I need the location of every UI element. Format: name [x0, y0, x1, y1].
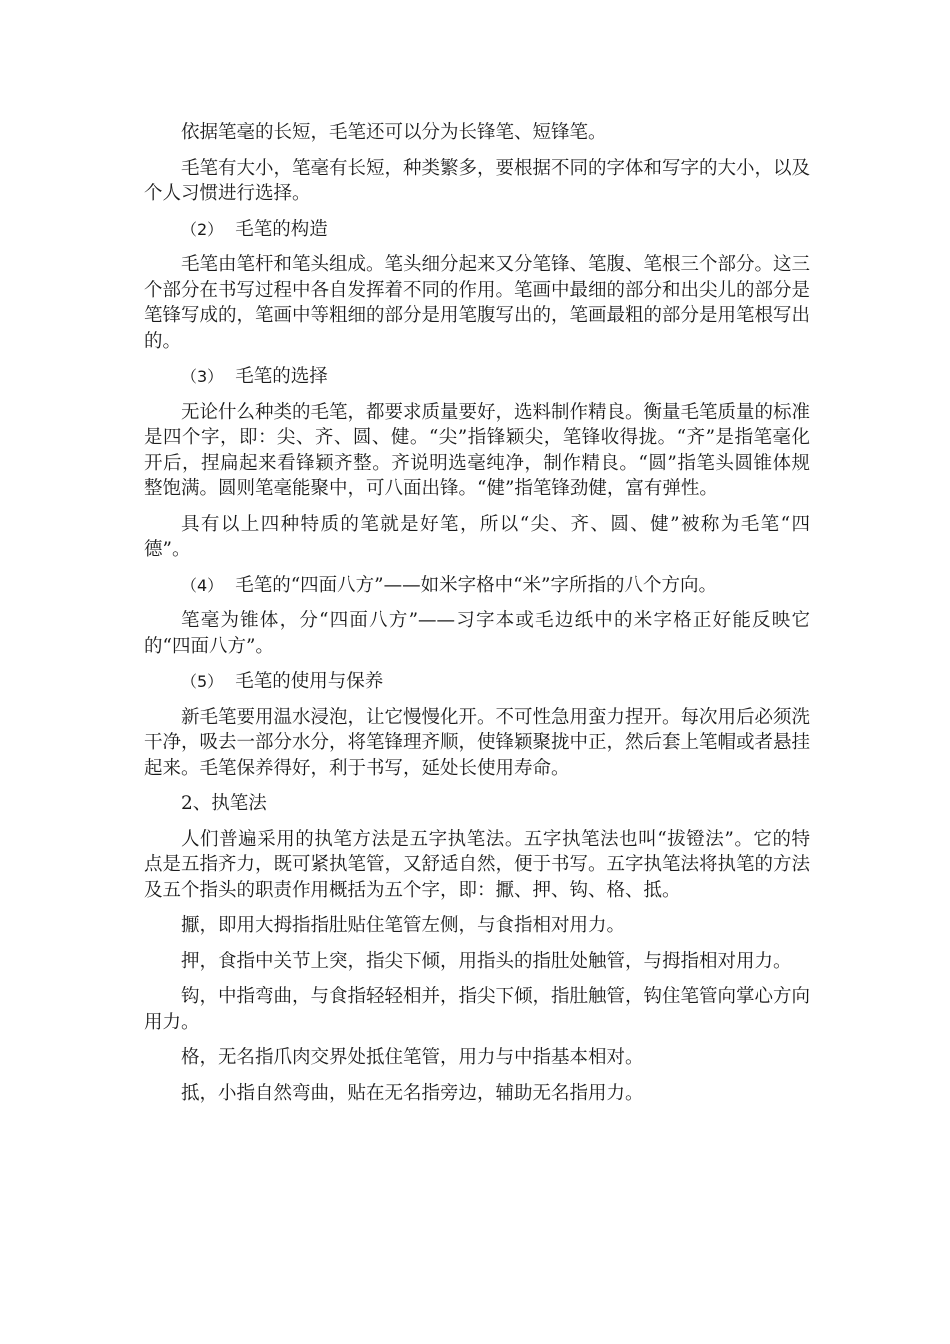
paragraph: 具有以上四种特质的笔就是好笔，所以“尖、齐、圆、健”被称为毛笔“四德”。 — [144, 513, 810, 560]
section-heading — [144, 669, 810, 695]
section-heading — [144, 573, 810, 599]
document-page — [144, 120, 810, 1116]
section-heading — [144, 364, 810, 390]
section-title: 毛笔的“四面八方”——如米字格中“米”字所指的八个方向。 — [235, 574, 718, 596]
paragraph: 笔毫为锥体，分“四面八方”——习字本或毛边纸中的米字格正好能反映它的“四面八方”。 — [144, 610, 810, 657]
section-heading: 2、执笔法 — [181, 793, 267, 814]
paragraph: 钩，中指弯曲，与食指轻轻相并，指尖下倾，指肚触管，钩住笔管向掌心方向用力。 — [144, 986, 811, 1033]
paragraph: 毛笔由笔杆和笔头组成。笔头细分起来又分笔锋、笔腹、笔根三个部分。这三个部分在书写过程中各自发挥着不同的作用。笔画中最细的部分和出尖儿的部分是笔锋写成的，笔画中等粗细的部分是用笔腹写出的，笔画最粗的部分是用笔根写出的。 — [144, 254, 811, 352]
paragraph: 人们普遍采用的执笔方法是五字执笔法。五字执笔法也叫“拔镫法”。它的特点是五指齐力，既可紧执笔管，又舒适自然，便于书写。五字执笔法将执笔的方法及五个指头的职责作用概括为五个字，即：擫、押、钩、格、抵。 — [144, 828, 811, 901]
paragraph: 格，无名指爪肉交界处抵住笔管，用力与中指基本相对。 — [181, 1047, 644, 1068]
paragraph: 擫，即用大拇指指肚贴住笔管左侧，与食指相对用力。 — [181, 915, 626, 936]
paragraph: 新毛笔要用温水浸泡，让它慢慢化开。不可性急用蛮力捏开。每次用后必须洗干净，吸去一部分水分，将笔锋理齐顺，使锋颖聚拢中正，然后套上笔帽或者悬挂起来。毛笔保养得好，利于书写，延处长使用寿命。 — [144, 706, 811, 779]
paragraph: 抵，小指自然弯曲，贴在无名指旁边，辅助无名指用力。 — [181, 1082, 644, 1104]
paragraph: 依据笔毫的长短，毛笔还可以分为长锋笔、短锋笔。 — [181, 122, 607, 143]
section-title: 毛笔的使用与保养 — [235, 671, 384, 692]
section-number: （3） — [181, 367, 224, 386]
section-number: （2） — [181, 219, 224, 239]
section-number: （5） — [181, 672, 224, 691]
section-title: 毛笔的构造 — [235, 218, 328, 240]
section-title: 毛笔的选择 — [235, 366, 328, 387]
paragraph: 押，食指中关节上突，指尖下倾，用指头的指肚处触管，与拇指相对用力。 — [181, 950, 792, 972]
paragraph: 无论什么种类的毛笔，都要求质量要好，选料制作精良。衡量毛笔质量的标准是四个字，即：尖、齐、圆、健。“尖”指锋颖尖，笔锋收得拢。“齐”是指笔毫化开后，捏扁起来看锋颖齐整。齐说明选毫纯净，制作精良。“圆”指笔头圆锥体规整饱满。圆则笔毫能聚中，可八面出锋。“健”指笔锋劲健，富有弹性。 — [144, 401, 811, 499]
section-number: （4） — [181, 575, 224, 595]
section-heading — [144, 217, 810, 243]
paragraph: 毛笔有大小，笔毫有长短，种类繁多，要根据不同的字体和写字的大小，以及个人习惯进行选择。 — [144, 157, 811, 204]
